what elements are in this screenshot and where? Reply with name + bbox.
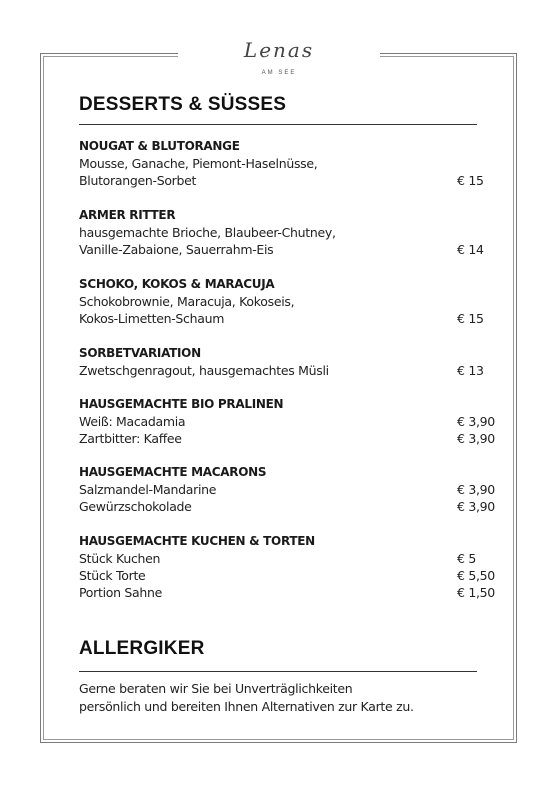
menu-item-description: Zwetschgenragout, hausgemachtes Müsli [79,363,329,378]
menu-item-price: € 3,90 [457,499,495,514]
menu-item-price: € 5,50 [457,568,495,583]
menu-item-name: SCHOKO, KOKOS & MARACUJA [79,277,275,291]
menu-item-description: Salzmandel-Mandarine [79,482,217,497]
menu-item-price: € 15 [457,173,484,188]
menu-item-name: HAUSGEMACHTE BIO PRALINEN [79,397,284,411]
menu-item-line [79,430,497,447]
menu-item-line [79,293,497,310]
menu-item-price [457,155,497,172]
menu-item [79,345,497,379]
menu-item-line [79,550,497,567]
menu-item-description: Schokobrownie, Maracuja, Kokoseis, [79,294,295,309]
menu-item-price [457,224,497,241]
menu-item-price: € 14 [457,242,484,257]
logo-wordmark: Lenas [243,38,315,62]
menu-item-name: HAUSGEMACHTE MACARONS [79,465,267,479]
menu-item-description: Kokos-Limetten-Schaum [79,311,225,326]
desserts-title: DESSERTS & SÜSSES [79,94,287,115]
menu-item-price: € 1,50 [457,585,495,600]
menu-item-line [79,584,497,601]
menu-item-name: HAUSGEMACHTE KUCHEN & TORTEN [79,534,315,548]
menu-item-description: Blutorangen-Sorbet [79,173,197,188]
menu-item [79,533,497,601]
menu-item-description: Gewürzschokolade [79,499,192,514]
menu-item [79,276,497,327]
menu-item-description: Weiß: Macadamia [79,414,186,429]
menu-item-name: ARMER RITTER [79,208,176,222]
menu-item-name: SORBETVARIATION [79,346,201,360]
menu-item-line [79,310,497,327]
menu-item-line [79,498,497,515]
allergy-line-2: persönlich und bereiten Ihnen Alternativen zur Karte zu. [79,699,414,714]
menu-item-description: Stück Torte [79,568,146,583]
menu-item-description: Mousse, Ganache, Piemont-Haselnüsse, [79,156,318,171]
menu-item-line [79,567,497,584]
desserts-divider [79,124,477,125]
menu-item-price [457,293,497,310]
menu-item [79,396,497,447]
menu-item-line [79,224,497,241]
menu-item-price: € 3,90 [457,414,495,429]
menu-item-line [79,413,497,430]
menu-item-line [79,481,497,498]
menu-item-line [79,155,497,172]
menu-item [79,138,497,189]
menu-item-price: € 13 [457,363,484,378]
allergy-title: ALLERGIKER [79,638,205,659]
logo-subtitle: AM SEE [261,70,297,76]
menu-item-line [79,241,497,258]
menu-item-line [79,362,497,379]
menu-item-name: NOUGAT & BLUTORANGE [79,139,240,153]
menu-item-description: Portion Sahne [79,585,163,600]
menu-item-price: € 5 [457,551,476,566]
menu-item-description: Stück Kuchen [79,551,161,566]
menu-item-price: € 3,90 [457,482,495,497]
menu-item-description: Vanille-Zabaione, Sauerrahm-Eis [79,242,274,257]
menu-item-line [79,172,497,189]
allergy-divider [79,671,477,672]
menu-item-price: € 3,90 [457,431,495,446]
menu-item-description: Zartbitter: Kaffee [79,431,182,446]
menu-item-description: hausgemachte Brioche, Blaubeer-Chutney, [79,225,336,240]
allergy-line-1: Gerne beraten wir Sie bei Unverträglichkeiten [79,681,353,696]
allergy-notice [79,680,489,716]
menu-item-price: € 15 [457,311,484,326]
menu-item [79,207,497,258]
menu-item [79,464,497,515]
